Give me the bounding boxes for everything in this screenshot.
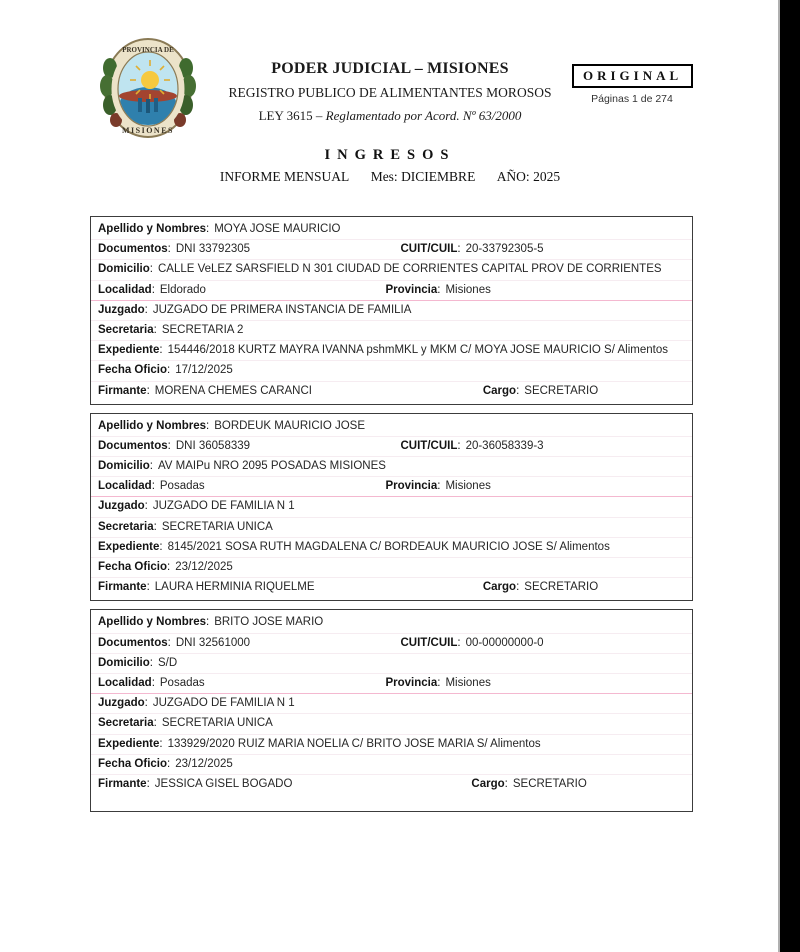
province-field: Provincia : Misiones — [385, 674, 490, 693]
scan-edge-strip — [778, 0, 800, 952]
cuit-field: CUIT/CUIL : 00-00000000-0 — [401, 634, 544, 653]
cuit-field: CUIT/CUIL : 20-33792305-5 — [401, 240, 544, 259]
case-row: Expediente : 154446/2018 KURTZ MAYRA IVANNA pshmMKL y MKM C/ MOYA JOSE MAURICIO S/ Alimentos — [91, 341, 692, 361]
name-row: Apellido y Nombres : BORDEUK MAURICIO JOSE — [91, 417, 692, 437]
documents-row: Documentos : DNI 36058339 CUIT/CUIL : 20-36058339-3 — [91, 437, 692, 457]
secretary-row: Secretaria : SECRETARIA UNICA — [91, 518, 692, 538]
name-row: Apellido y Nombres : MOYA JOSE MAURICIO — [91, 220, 692, 240]
documents-row: Documentos : DNI 32561000 CUIT/CUIL : 00-00000000-0 — [91, 634, 692, 654]
province-field: Provincia : Misiones — [385, 281, 490, 300]
record-block — [90, 609, 693, 812]
signer-row: Firmante : MORENA CHEMES CARANCI Cargo : SECRETARIO — [91, 382, 692, 401]
original-stamp: ORIGINAL — [572, 64, 693, 88]
page-title: PODER JUDICIAL – MISIONES — [271, 60, 509, 77]
records-list — [90, 216, 693, 812]
registry-subtitle: REGISTRO PUBLICO DE ALIMENTANTES MOROSOS — [228, 85, 552, 100]
law-reference — [90, 108, 690, 124]
secretary-row: Secretaria : SECRETARIA UNICA — [91, 714, 692, 734]
signer-row: Firmante : LAURA HERMINIA RIQUELME Cargo : SECRETARIO — [91, 578, 692, 597]
address-row: Domicilio : CALLE VeLEZ SARSFIELD N 301 CIUDAD DE CORRIENTES CAPITAL PROV DE CORRIENTES — [91, 260, 692, 280]
court-row: Juzgado : JUZGADO DE PRIMERA INSTANCIA DE FAMILIA — [91, 301, 692, 321]
report-label: INFORME MENSUAL — [219, 169, 350, 184]
report-year: AÑO: 2025 — [496, 169, 561, 184]
secretary-row: Secretaria : SECRETARIA 2 — [91, 321, 692, 341]
position-field: Cargo : SECRETARIO — [471, 775, 586, 794]
city-row: Localidad : Eldorado Provincia : Misiones — [91, 281, 692, 301]
law-prefix: LEY 3615 – — [258, 108, 326, 123]
court-row: Juzgado : JUZGADO DE FAMILIA N 1 — [91, 497, 692, 517]
record-block — [90, 216, 693, 405]
case-row: Expediente : 133929/2020 RUIZ MARIA NOELIA C/ BRITO JOSE MARIA S/ Alimentos — [91, 735, 692, 755]
logo-bottom-text: MISIONES — [121, 126, 175, 135]
province-field: Provincia : Misiones — [385, 477, 490, 496]
office-date-row: Fecha Oficio : 23/12/2025 — [91, 558, 692, 578]
law-regulation: Reglamentado por Acord. Nº 63/2000 — [325, 108, 522, 123]
office-date-row: Fecha Oficio : 17/12/2025 — [91, 361, 692, 381]
report-month: Mes: DICIEMBRE — [370, 169, 476, 184]
record-block — [90, 413, 693, 602]
position-field: Cargo : SECRETARIO — [483, 382, 598, 401]
logo-top-text: PROVINCIA DE — [122, 46, 174, 54]
page-count: Páginas 1 de 274 — [591, 93, 673, 105]
cuit-field: CUIT/CUIL : 20-36058339-3 — [401, 437, 544, 456]
court-row: Juzgado : JUZGADO DE FAMILIA N 1 — [91, 694, 692, 714]
office-date-row: Fecha Oficio : 23/12/2025 — [91, 755, 692, 775]
section-title: INGRESOS — [324, 147, 456, 163]
address-row: Domicilio : S/D — [91, 654, 692, 674]
city-row: Localidad : Posadas Provincia : Misiones — [91, 674, 692, 694]
position-field: Cargo : SECRETARIO — [483, 578, 598, 597]
city-row: Localidad : Posadas Provincia : Misiones — [91, 477, 692, 497]
case-row: Expediente : 8145/2021 SOSA RUTH MAGDALENA C/ BORDEAUK MAURICIO JOSE S/ Alimentos — [91, 538, 692, 558]
address-row: Domicilio : AV MAIPu NRO 2095 POSADAS MISIONES — [91, 457, 692, 477]
stamp-area — [572, 64, 692, 105]
signer-row: Firmante : JESSICA GISEL BOGADO Cargo : SECRETARIO — [91, 775, 692, 794]
name-row: Apellido y Nombres : BRITO JOSE MARIO — [91, 613, 692, 633]
documents-row: Documentos : DNI 33792305 CUIT/CUIL : 20-33792305-5 — [91, 240, 692, 260]
report-line — [90, 169, 690, 185]
